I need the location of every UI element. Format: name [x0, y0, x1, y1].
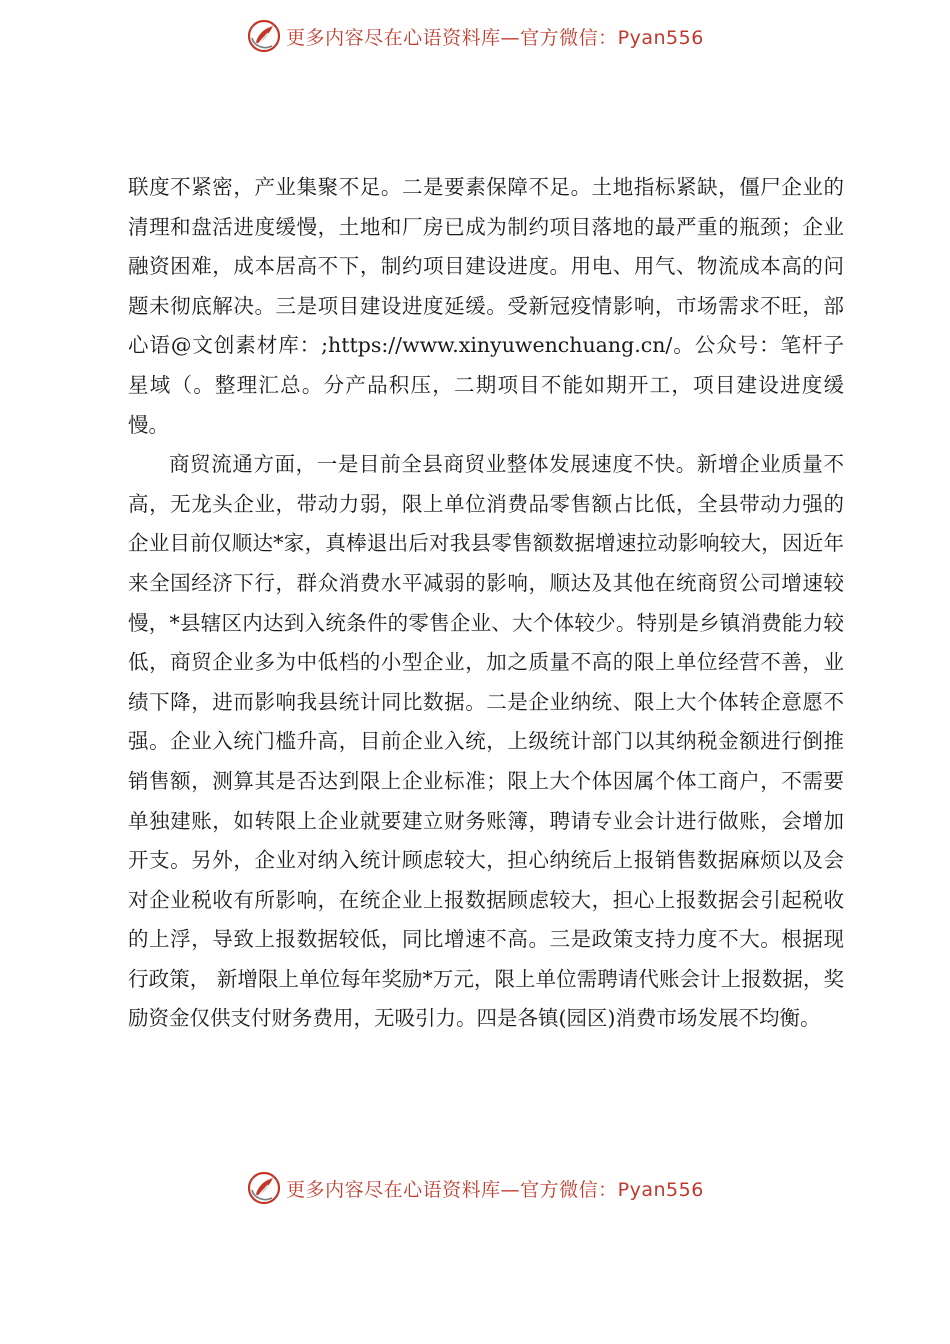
paragraph-continuation: 联度不紧密，产业集聚不足。二是要素保障不足。土地指标紧缺，僵尸企业的清理和盘活进度缓慢，土地和厂房已成为制约项目落地的最严重的瓶颈；企业融资困难，成本居高不下，制约项目建设进度。用电、用气、物流成本高的问题未彻底解决。三是项目建设进度延缓。受新冠疫情影响，市场需求不旺，部心语@文创素材库：;https://www.xinyuwenchuang.cn/。公众号：笔杆子星域（。整理汇总。分产品积压，二期项目不能如期开工，项目建设进度缓慢。 [128, 175, 844, 437]
document-body [128, 168, 844, 1039]
footer-banner [0, 1166, 950, 1210]
brand-logo-icon [246, 1170, 282, 1206]
banner-text: 更多内容尽在心语资料库—官方微信：Pyan556 [286, 26, 704, 49]
banner-text: 更多内容尽在心语资料库—官方微信：Pyan556 [286, 1178, 704, 1201]
brand-logo-icon [246, 18, 282, 54]
header-banner [0, 14, 950, 58]
paragraph-commerce: 商贸流通方面，一是目前全县商贸业整体发展速度不快。新增企业质量不高，无龙头企业，带动力弱，限上单位消费品零售额占比低，全县带动力强的企业目前仅顺达*家，真棒退出后对我县零售额数据增速拉动影响较大，因近年来全国经济下行，群众消费水平减弱的影响，顺达及其他在统商贸公司增速较慢，*县辖区内达到入统条件的零售企业、大个体较少。特别是乡镇消费能力较低，商贸企业多为中低档的小型企业，加之质量不高的限上单位经营不善，业绩下降，进而影响我县统计同比数据。二是企业纳统、限上大个体转企意愿不强。企业入统门槛升高，目前企业入统，上级统计部门以其纳税金额进行倒推销售额，测算其是否达到限上企业标准；限上大个体因属个体工商户，不需要单独建账，如转限上企业就要建立财务账簿，聘请专业会计进行做账，会增加开支。另外，企业对纳入统计顾虑较大，担心纳统后上报销售数据麻烦以及会对企业税收有所影响，在统企业上报数据顾虑较大，担心上报数据会引起税收的上浮，导致上报数据较低，同比增速不高。三是政策支持力度不大。根据现行政策， 新增限上单位每年奖励*万元，限上单位需聘请代账会计上报数据，奖励资金仅供支付财务费用，无吸引力。四是各镇(园区)消费市场发展不均衡。 [128, 452, 844, 1031]
